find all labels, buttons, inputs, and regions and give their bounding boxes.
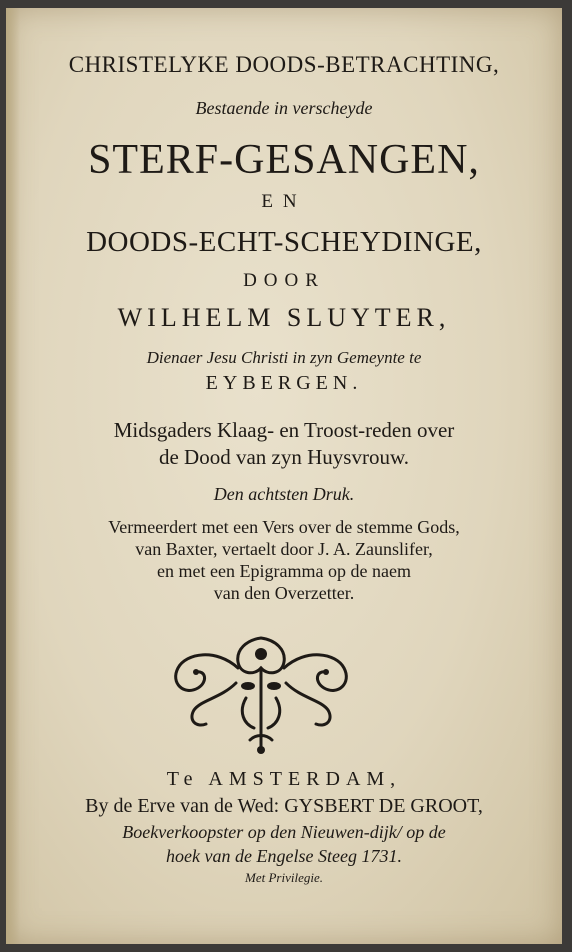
privilege-line: Met Privilegie. xyxy=(245,870,323,885)
edition-line: Den achtsten Druk. xyxy=(213,484,355,504)
header-line: CHRISTELYKE DOODS-BETRACHTING, xyxy=(68,52,500,77)
main-title: STERF-GESANGEN, xyxy=(88,137,480,183)
publisher-line-3: hoek van de Engelse Steeg 1731. xyxy=(166,846,402,866)
additional-content-line-2: de Dood van zyn Huysvrouw. xyxy=(158,445,409,469)
by-line: DOOR xyxy=(243,270,325,291)
second-title: DOODS-ECHT-SCHEYDINGE, xyxy=(86,226,482,258)
conjunction-line: EN xyxy=(261,191,307,212)
author-name: WILHELM SLUYTER, xyxy=(117,303,451,332)
augmentation-line-2: van Baxter, vertaelt door J. A. Zaunslifer, xyxy=(135,539,433,559)
title-page xyxy=(6,8,562,944)
subtitle-line: Bestaende in verscheyde xyxy=(195,98,373,118)
author-role: Dienaer Jesu Christi in zyn Gemeynte te xyxy=(146,348,422,367)
augmentation-line-4: van den Overzetter. xyxy=(213,583,355,603)
publisher-line-2: Boekverkoopster op den Nieuwen-dijk/ op de xyxy=(122,822,446,842)
author-place: EYBERGEN. xyxy=(205,372,363,394)
augmentation-line-3: en met een Epigramma op de naem xyxy=(157,561,411,581)
augmentation-line-1: Vermeerdert met een Vers over de stemme Gods, xyxy=(108,517,460,537)
publisher-line-1: By de Erve van de Wed: GYSBERT DE GROOT, xyxy=(85,795,483,817)
place-line: Te AMSTERDAM, xyxy=(166,768,402,790)
printers-flourish-ornament-icon xyxy=(166,628,356,758)
additional-content-line-1: Midsgaders Klaag- en Troost-reden over xyxy=(113,418,455,442)
